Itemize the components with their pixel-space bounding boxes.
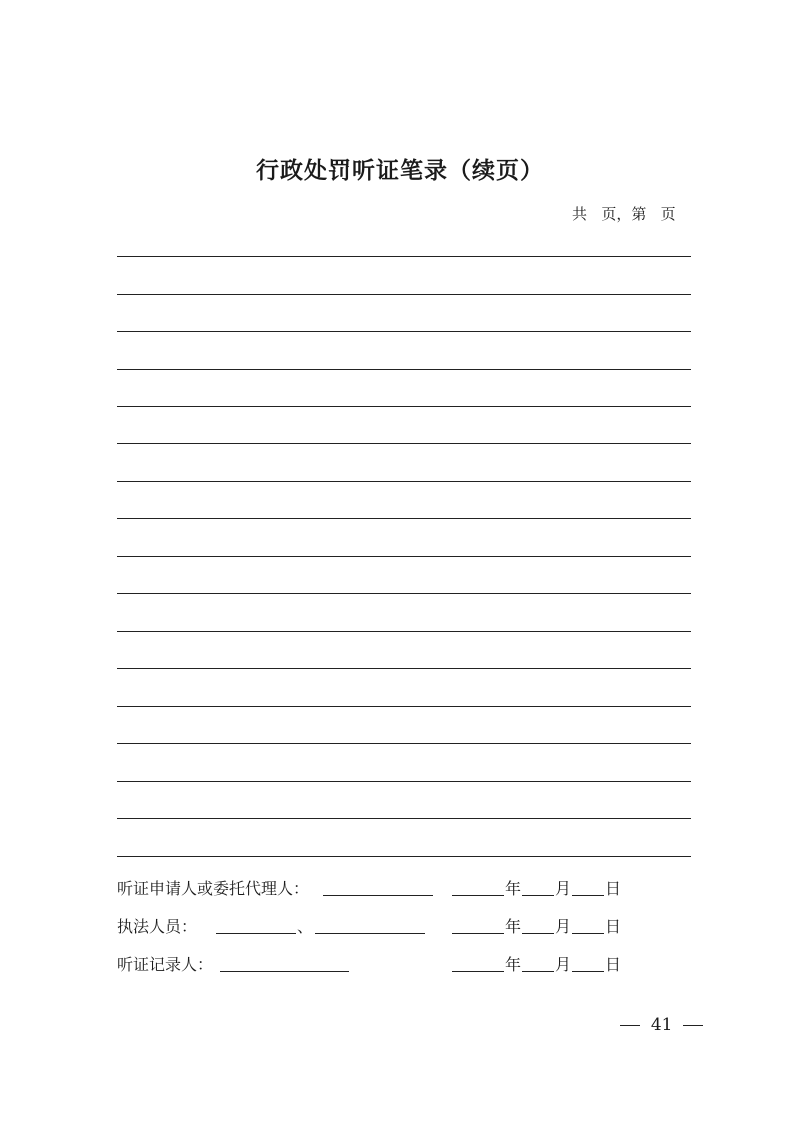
year-blank[interactable]	[452, 895, 504, 896]
officers-separator: 、	[297, 917, 314, 936]
writing-line	[117, 556, 691, 557]
recorder-signature-row	[117, 952, 697, 976]
writing-line	[117, 781, 691, 782]
day-blank[interactable]	[572, 971, 604, 972]
page-count-middle-label: 页，第	[601, 205, 647, 223]
page-number	[620, 1015, 703, 1035]
writing-line	[117, 668, 691, 669]
page-number-dash-right	[683, 1025, 703, 1026]
writing-line	[117, 369, 691, 370]
year-label: 年	[505, 917, 522, 936]
writing-line	[117, 856, 691, 857]
year-label: 年	[505, 879, 522, 898]
day-blank[interactable]	[572, 933, 604, 934]
officer-1-signature-blank[interactable]	[216, 933, 296, 934]
officers-label: 执法人员：	[117, 917, 198, 936]
month-label: 月	[555, 879, 572, 898]
recorder-signature-blank[interactable]	[220, 971, 349, 972]
recorder-label: 听证记录人：	[117, 955, 214, 974]
day-label: 日	[605, 879, 622, 898]
writing-line	[117, 818, 691, 819]
month-label: 月	[555, 955, 572, 974]
writing-line	[117, 481, 691, 482]
writing-line	[117, 443, 691, 444]
month-blank[interactable]	[522, 933, 554, 934]
day-label: 日	[605, 917, 622, 936]
page-number-value: 41	[650, 1015, 673, 1035]
officers-signature-row	[117, 914, 697, 938]
writing-line	[117, 256, 691, 257]
page-count-current-label: 页	[660, 205, 676, 223]
writing-line	[117, 518, 691, 519]
writing-line	[117, 706, 691, 707]
applicant-signature-blank[interactable]	[323, 895, 433, 896]
day-label: 日	[605, 955, 622, 974]
month-blank[interactable]	[522, 895, 554, 896]
year-label: 年	[505, 955, 522, 974]
writing-line	[117, 743, 691, 744]
writing-line	[117, 294, 691, 295]
document-title: 行政处罚听证笔录（续页）	[256, 157, 544, 184]
day-blank[interactable]	[572, 895, 604, 896]
writing-line	[117, 593, 691, 594]
year-blank[interactable]	[452, 971, 504, 972]
writing-line	[117, 406, 691, 407]
page-count	[572, 203, 676, 224]
month-blank[interactable]	[522, 971, 554, 972]
page-number-dash-left	[620, 1025, 640, 1026]
applicant-label: 听证申请人或委托代理人：	[117, 879, 310, 898]
writing-line	[117, 331, 691, 332]
applicant-signature-row	[117, 876, 697, 900]
month-label: 月	[555, 917, 572, 936]
officer-2-signature-blank[interactable]	[315, 933, 425, 934]
page-count-total-label: 共	[572, 205, 588, 223]
year-blank[interactable]	[452, 933, 504, 934]
writing-line	[117, 631, 691, 632]
